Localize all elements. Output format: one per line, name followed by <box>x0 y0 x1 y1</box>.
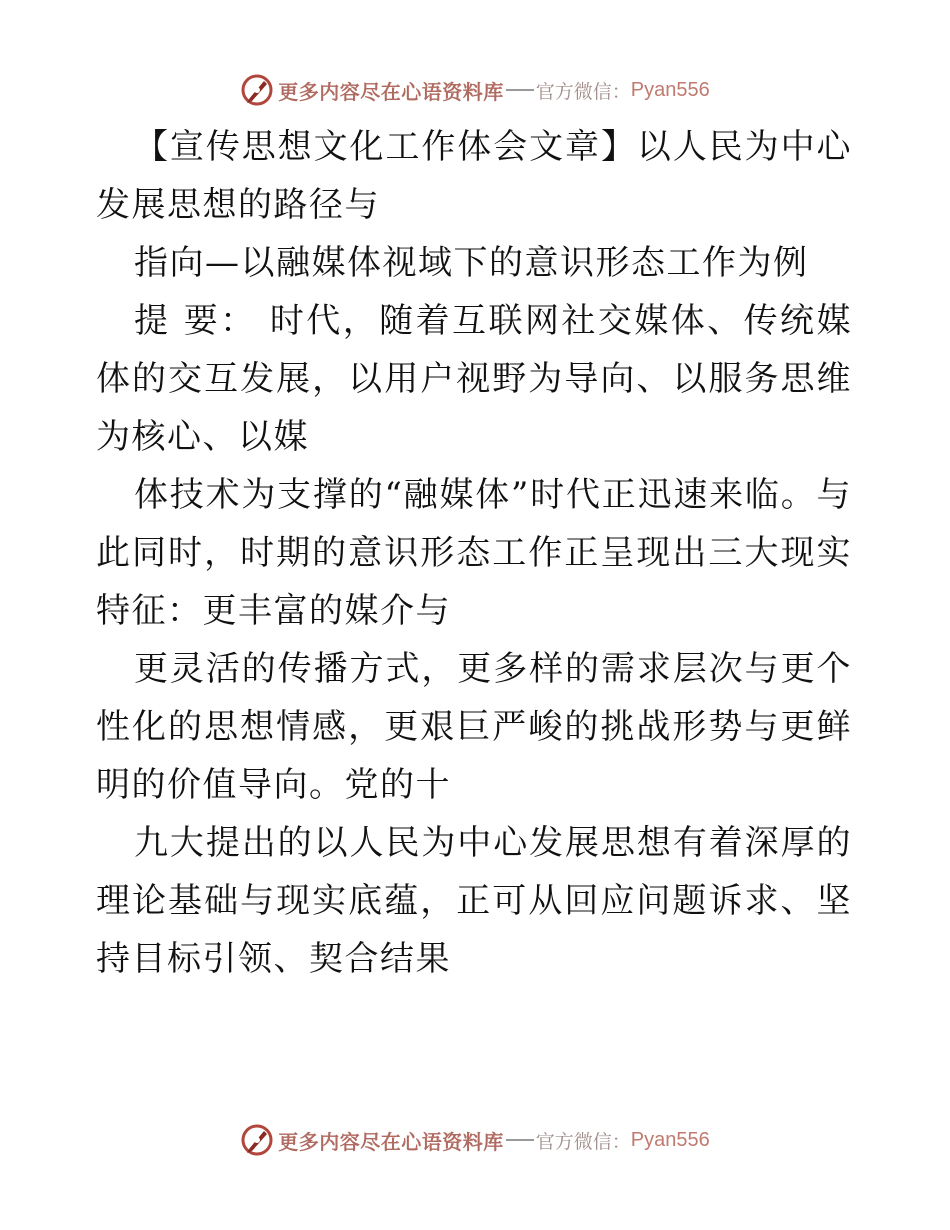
quill-pen-logo-icon <box>240 73 274 107</box>
document-title: 【宣传思想文化工作体会文章】以人民为中心发展思想的路径与 <box>96 127 852 225</box>
quill-pen-logo-icon <box>240 1123 274 1157</box>
brand-text: 更多内容尽在心语资料库 <box>278 79 504 104</box>
contact-id: Pyan556 <box>630 78 710 101</box>
body-paragraph: 更灵活的传播方式，更多样的需求层次与更个性化的思想情感，更艰巨严峻的挑战形势与更鲜明的价值导向。党的十 <box>96 649 852 805</box>
body-paragraph: 体技术为支撑的“融媒体”时代正迅速来临。与此同时，时期的意识形态工作正呈现出三大现实特征：更丰富的媒介与 <box>96 475 852 631</box>
contact-label: 官方微信： <box>535 80 631 103</box>
brand-text: 更多内容尽在心语资料库 <box>278 1129 504 1154</box>
header-banner <box>0 70 950 110</box>
document-subtitle: 指向—以融媒体视域下的意识形态工作为例 <box>134 243 809 283</box>
contact-label: 官方微信： <box>535 1130 631 1153</box>
footer-banner <box>0 1120 950 1160</box>
separator-dash <box>506 89 534 91</box>
separator-dash <box>506 1139 534 1141</box>
body-paragraph: 九大提出的以人民为中心发展思想有着深厚的理论基础与现实底蕴，正可从回应问题诉求、坚持目标引领、契合结果 <box>96 823 852 979</box>
document-body <box>96 118 852 988</box>
abstract-paragraph: 提 要： 时代，随着互联网社交媒体、传统媒体的交互发展，以用户视野为导向、以服务思维为核心、以媒 <box>96 301 852 457</box>
contact-id: Pyan556 <box>630 1128 710 1151</box>
